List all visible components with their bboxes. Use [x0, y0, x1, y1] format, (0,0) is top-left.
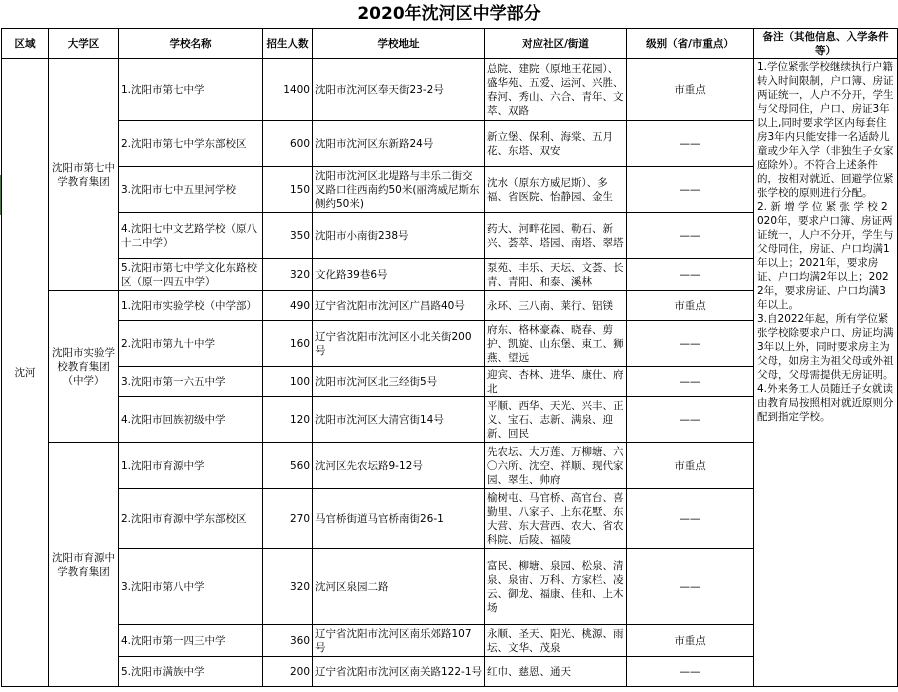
school-level: ——: [627, 489, 754, 549]
note-4: 4.外来务工人员随迁子女就读由教育局按照相对就近原则分配到指定学校。: [757, 383, 894, 423]
school-name: 4.沈阳市第一四三中学: [119, 625, 263, 657]
school-address: 辽宁省沈阳市沈河区南乐郊路107号: [313, 625, 485, 657]
col-header-address: 学校地址: [313, 29, 485, 59]
community-list: 迎宾、杏林、进华、康仕、府北: [485, 367, 627, 397]
community-list: 红巾、慈恩、通天: [485, 657, 627, 687]
col-header-school: 学校名称: [119, 29, 263, 59]
school-level: ——: [627, 259, 754, 291]
community-list: 榆树屯、马官桥、高官台、喜勤里、八家子、上东花墅、东大营、东大营西、农大、省农科院、后陵、福陵: [485, 489, 627, 549]
school-name: 3.沈阳市七中五里河学校: [119, 167, 263, 213]
zone-cell: 沈阳市实验学校教育集团（中学）: [49, 291, 119, 443]
enrollment-count: 320: [263, 549, 313, 625]
sheet-title: 2020年沈河区中学部分: [357, 4, 541, 24]
school-level: ——: [627, 397, 754, 443]
community-list: 永顺、圣天、阳光、桃源、雨坛、文华、茂泉: [485, 625, 627, 657]
school-name: 5.沈阳市满族中学: [119, 657, 263, 687]
enrollment-count: 100: [263, 367, 313, 397]
enrollment-count: 160: [263, 321, 313, 367]
school-name: 4.沈阳市回族初级中学: [119, 397, 263, 443]
col-header-zone: 大学区: [49, 29, 119, 59]
school-address: 沈阳市沈河区大清宫街14号: [313, 397, 485, 443]
col-header-enrollment: 招生人数: [263, 29, 313, 59]
school-address: 沈阳市小南街238号: [313, 213, 485, 259]
community-list: 永环、三八南、莱行、铝镁: [485, 291, 627, 321]
community-list: 平顺、西华、天光、兴丰、正义、宝石、志新、满泉、迎新、回民: [485, 397, 627, 443]
school-level: ——: [627, 121, 754, 167]
school-level: 市重点: [627, 59, 754, 121]
school-address: 马官桥街道马官桥南街26-1: [313, 489, 485, 549]
school-level: 市重点: [627, 625, 754, 657]
school-address: 沈阳市沈河区奉天街23-2号: [313, 59, 485, 121]
zone-cell: 沈阳市第七中学教育集团: [49, 59, 119, 291]
school-address: 文化路39巷6号: [313, 259, 485, 291]
school-level: ——: [627, 321, 754, 367]
col-header-notes: 备注（其他信息、入学条件等）: [754, 29, 898, 59]
notes-cell: [754, 59, 898, 687]
school-name: 3.沈阳市第一六五中学: [119, 367, 263, 397]
enrollment-count: 600: [263, 121, 313, 167]
note-2: 2. 新 增 学 位 紧 张 学 校 2020年，要求户口簿、房证两证统一，人户不分开，学生与父母同住，房证、户口均满1年以上；2021年，要求房证、户口均满2年以上；2022年，要求房证、户口均满3年以上。: [757, 201, 894, 311]
enrollment-count: 360: [263, 625, 313, 657]
zone-cell: 沈阳市育源中学教育集团: [49, 443, 119, 687]
enrollment-count: 490: [263, 291, 313, 321]
community-list: 泵苑、丰乐、天坛、文荟、长青、青阳、和泰、溪林: [485, 259, 627, 291]
table-row: [2, 59, 898, 121]
school-address: 沈阳市沈河区东新路24号: [313, 121, 485, 167]
enrollment-count: 320: [263, 259, 313, 291]
school-address: 沈河区泉园二路: [313, 549, 485, 625]
community-list: 总院、建院（原地王花园）、盛华苑、五爱、运河、兴胜、春河、秀山、六合、青年、文萃、双路: [485, 59, 627, 121]
school-name: 1.沈阳市实验学校（中学部）: [119, 291, 263, 321]
col-header-community: 对应社区/街道: [485, 29, 627, 59]
school-name: 1.沈阳市第七中学: [119, 59, 263, 121]
header-row: [2, 29, 898, 59]
school-table: [1, 28, 898, 687]
enrollment-count: 150: [263, 167, 313, 213]
note-1: 1.学位紧张学校继续执行户籍转入时间限制，户口簿、房证两证统一，人户不分开，学生与父母同住，户口、房证3年以上,同时要求学区内每套住房3年内只能安排一名适龄儿童或少年入学（非独生子女家庭除外）。不符合上述条件的，按相对就近、回避学位紧张学校的原则进行分配。: [757, 61, 894, 199]
school-address: 辽宁省沈阳市沈河区南关路122-1号: [313, 657, 485, 687]
note-3: 3.自2022年起，所有学位紧张学校除要求户口、房证均满3年以上外，同时要求房主为父母，如房主为祖父母或外祖父母，父母需提供无房证明。: [757, 313, 894, 381]
school-address: 辽宁省沈阳市沈河区小北关街200号: [313, 321, 485, 367]
school-level: ——: [627, 167, 754, 213]
enrollment-count: 350: [263, 213, 313, 259]
community-list: 新立堡、保利、海棠、五月花、东塔、双安: [485, 121, 627, 167]
school-name: 1.沈阳市育源中学: [119, 443, 263, 489]
school-address: 沈河区先农坛路9-12号: [313, 443, 485, 489]
school-level: ——: [627, 367, 754, 397]
school-name: 4.沈阳七中文艺路学校（原八十二中学）: [119, 213, 263, 259]
school-name: 3.沈阳市第八中学: [119, 549, 263, 625]
school-name: 2.沈阳市第九十中学: [119, 321, 263, 367]
school-address: 沈阳市沈河区北堤路与丰乐二街交叉路口往西南约50米(丽湾威尼斯东侧约50米): [313, 167, 485, 213]
community-list: 先农坛、大万莲、万柳塘、六〇六所、沈空、祥顺、现代家园、翠生、帅府: [485, 443, 627, 489]
enrollment-count: 120: [263, 397, 313, 443]
school-level: 市重点: [627, 443, 754, 489]
enrollment-count: 1400: [263, 59, 313, 121]
district-cell: 沈河: [2, 59, 49, 687]
school-level: ——: [627, 213, 754, 259]
school-level: ——: [627, 657, 754, 687]
school-name: 2.沈阳市育源中学东部校区: [119, 489, 263, 549]
school-name: 5.沈阳市第七中学文化东路校区（原一四五中学）: [119, 259, 263, 291]
enrollment-count: 270: [263, 489, 313, 549]
community-list: 富民、柳塘、泉园、松泉、清泉、泉宙、万科、方家栏、凌云、御龙、福康、佳和、上木场: [485, 549, 627, 625]
enrollment-count: 200: [263, 657, 313, 687]
school-address: 沈阳市沈河区北三经街5号: [313, 367, 485, 397]
school-address: 辽宁省沈阳市沈河区广昌路40号: [313, 291, 485, 321]
community-list: 沈水（原东方威尼斯）、多福、省医院、怡静园、金生: [485, 167, 627, 213]
col-header-level: 级别（省/市重点）: [627, 29, 754, 59]
community-list: 药大、河畔花园、勒石、新兴、荟萃、塔园、南塔、翠塔: [485, 213, 627, 259]
school-level: 市重点: [627, 291, 754, 321]
enrollment-count: 560: [263, 443, 313, 489]
school-level: ——: [627, 549, 754, 625]
school-name: 2.沈阳市第七中学东部校区: [119, 121, 263, 167]
community-list: 府东、格林豪森、晓春、剪护、凯旋、山东堡、東工、狮燕、望远: [485, 321, 627, 367]
col-header-district: 区域: [2, 29, 49, 59]
